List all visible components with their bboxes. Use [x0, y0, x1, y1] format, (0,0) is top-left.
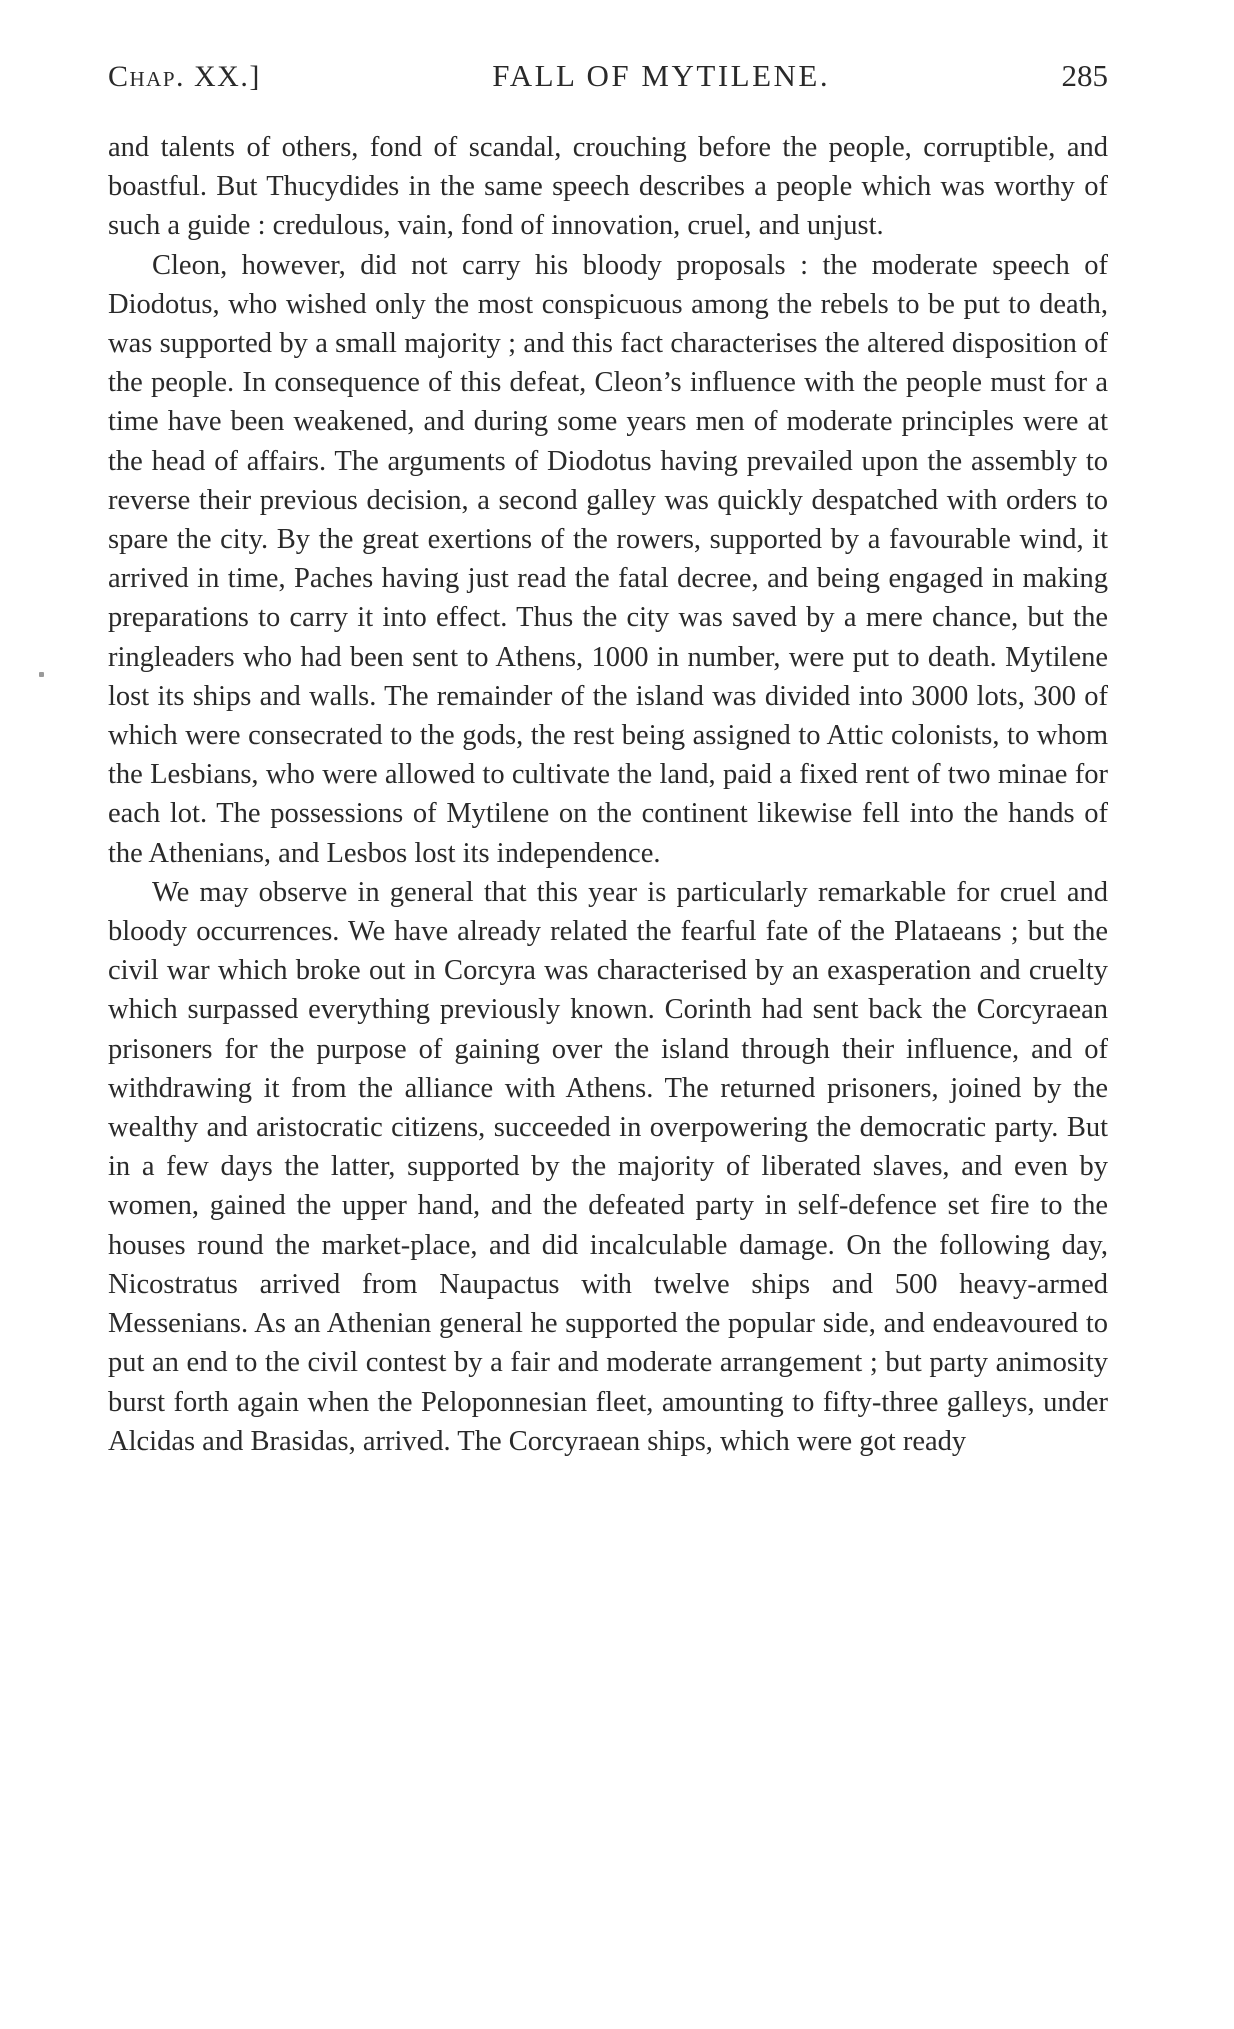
paragraph: We may observe in general that this year is particularly remarkable for cruel and bloody occurrences. We have already related the fearful fate of the Plataeans ; but the civil war which broke out in Corcyra was characterised by an exasperation and cruelty which surpassed everything previously known. Corinth had sent back the Corcyraean prisoners for the purpose of gaining over the island through their influence, and of withdrawing it from the alliance with Athens. The returned prisoners, joined by the wealthy and aristocratic citizens, succeeded in overpowering the democratic party. But in a few days the latter, supported by the majority of liberated slaves, and even by women, gained the upper hand, and the defeated party in self-defence set fire to the houses round the market-place, and did incalculable damage. On the following day, Nicostratus arrived from Naupactus with twelve ships and 500 heavy-armed Messenians. As an Athenian general he supported the popular side, and endeavoured to put an end to the civil contest by a fair and moderate arrangement ; but party animosity burst forth again when the Peloponnesian fleet, amounting to fifty-three galleys, under Alcidas and Brasidas, arrived. The Corcyraean ships, which were got ready: [108, 876, 1108, 1457]
body-text: [108, 128, 1108, 1461]
margin-mark: [39, 672, 44, 677]
page-number: 285: [1061, 58, 1108, 93]
running-header: [108, 58, 1108, 98]
paragraph: Cleon, however, did not carry his bloody proposals : the moderate speech of Diodotus, who wished only the most conspicuous among the rebels to be put to death, was supported by a small majority ; and this fact characterises the altered disposition of the people. In consequence of this defeat, Cleon’s influence with the people must for a time have been weakened, and during some years men of moderate principles were at the head of affairs. The arguments of Diodotus having prevailed upon the assembly to reverse their previous decision, a second galley was quickly despatched with orders to spare the city. By the great exertions of the rowers, supported by a favourable wind, it arrived in time, Paches having just read the fatal decree, and being engaged in making preparations to carry it into effect. Thus the city was saved by a mere chance, but the ringleaders who had been sent to Athens, 1000 in number, were put to death. Mytilene lost its ships and walls. The remainder of the island was divided into 3000 lots, 300 of which were consecrated to the gods, the rest being assigned to Attic colonists, to whom the Lesbians, who were allowed to cultivate the land, paid a fixed rent of two minae for each lot. The possessions of Mytilene on the continent likewise fell into the hands of the Athenians, and Lesbos lost its independence.: [108, 249, 1108, 869]
paragraph-continued: and talents of others, fond of scandal, crouching before the people, corruptible, and boastful. But Thucydides in the same speech describes a people which was worthy of such a guide : credulous, vain, fond of innovation, cruel, and unjust.: [108, 132, 1108, 242]
chapter-label: Chap. XX.]: [108, 60, 261, 93]
running-title: FALL OF MYTILENE.: [492, 58, 831, 93]
